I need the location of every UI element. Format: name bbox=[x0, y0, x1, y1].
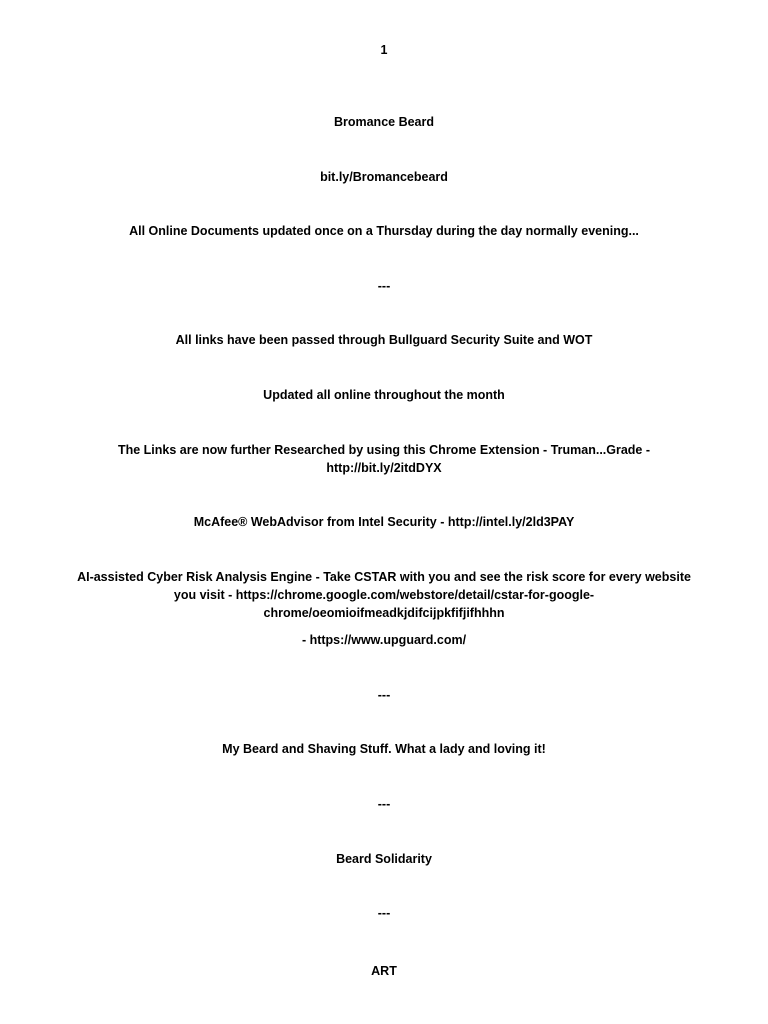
research-link[interactable]: http://bit.ly/2itdDYX bbox=[326, 461, 442, 475]
separator: --- bbox=[377, 688, 391, 702]
separator: --- bbox=[377, 797, 391, 811]
research-note-line: The Links are now further Researched by using this Chrome Extension - Truman...Grade - bbox=[117, 443, 651, 457]
security-note: All links have been passed through Bullguard Security Suite and WOT bbox=[175, 333, 593, 347]
document-title: Bromance Beard bbox=[333, 115, 435, 129]
separator: --- bbox=[377, 906, 391, 920]
beard-solidarity-heading: Beard Solidarity bbox=[336, 852, 432, 866]
separator: --- bbox=[377, 279, 391, 293]
cstar-link-line[interactable]: you visit - https://chrome.google.com/webstore/detail/cstar-for-google- bbox=[173, 588, 595, 602]
update-note: All Online Documents updated once on a Thursday during the day normally evening... bbox=[129, 224, 639, 238]
beard-stuff-heading: My Beard and Shaving Stuff. What a lady and loving it! bbox=[222, 742, 546, 756]
monthly-update-note: Updated all online throughout the month bbox=[263, 388, 505, 402]
upguard-link[interactable]: - https://www.upguard.com/ bbox=[301, 633, 467, 647]
art-heading: ART bbox=[371, 964, 397, 978]
page-number: 1 bbox=[380, 43, 388, 57]
cstar-link-continuation[interactable]: chrome/oeomioifmeadkjdifcijpkfifjifhhhn bbox=[263, 606, 505, 620]
short-link[interactable]: bit.ly/Bromancebeard bbox=[320, 170, 448, 184]
mcafee-note: McAfee® WebAdvisor from Intel Security - http://intel.ly/2ld3PAY bbox=[193, 515, 575, 529]
cstar-note-line: AI-assisted Cyber Risk Analysis Engine - Take CSTAR with you and see the risk score for every website bbox=[77, 570, 691, 584]
